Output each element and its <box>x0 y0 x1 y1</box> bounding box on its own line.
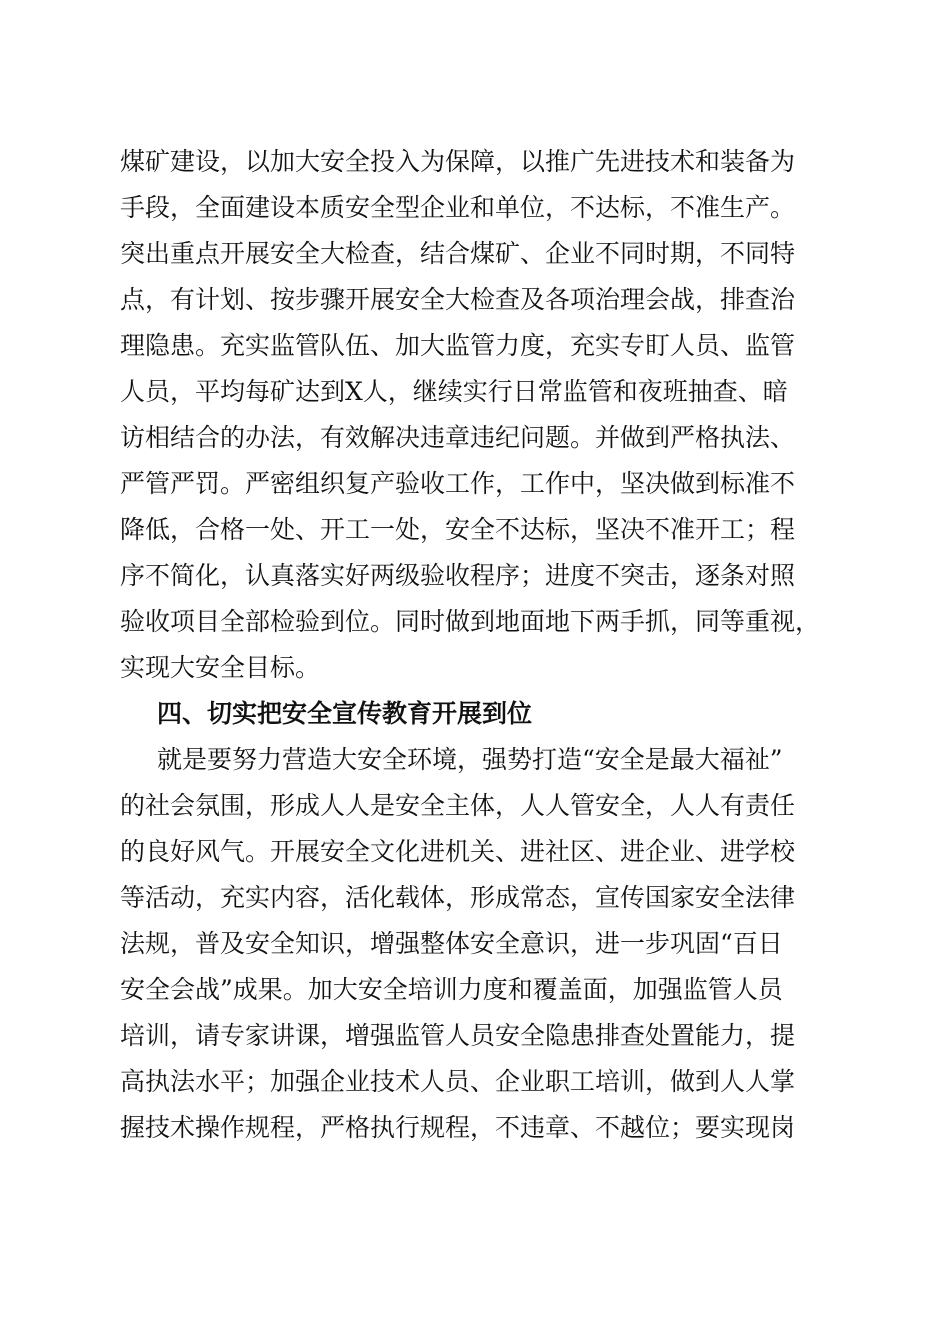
paragraph-line: 安全会战”成果。加大安全培训力度和覆盖面，加强监管人员 <box>120 975 783 1004</box>
section-heading: 四、切实把安全宣传教育开展到位 <box>157 699 533 728</box>
paragraph-line: 点，有计划、按步骤开展安全大检查及各项治理会战，排查治 <box>120 285 796 314</box>
paragraph-line: 降低，合格一处、开工一处，安全不达标，坚决不准开工；程 <box>120 515 796 544</box>
paragraph-line: 的良好风气。开展安全文化进机关、进社区、进企业、进学校 <box>120 837 796 866</box>
paragraph-line: 握技术操作规程，严格执行规程，不违章、不越位；要实现岗 <box>120 1113 796 1142</box>
paragraph-line: 煤矿建设，以加大安全投入为保障，以推广先进技术和装备为 <box>120 147 796 176</box>
paragraph-line: 实现大安全目标。 <box>120 653 321 682</box>
paragraph-line: 验收项目全部检验到位。同时做到地面地下两手抓，同等重视， <box>120 607 821 636</box>
paragraph-line: 的社会氛围，形成人人是安全主体，人人管安全，人人有责任 <box>120 791 796 820</box>
paragraph-line: 访相结合的办法，有效解决违章违纪问题。并做到严格执法、 <box>120 423 796 452</box>
paragraph-line: 理隐患。充实监管队伍、加大监管力度，充实专盯人员、监管 <box>120 331 796 360</box>
paragraph-line: 高执法水平；加强企业技术人员、企业职工培训，做到人人掌 <box>120 1067 796 1096</box>
paragraph-line: 培训，请专家讲课，增强监管人员安全隐患排查处置能力，提 <box>120 1021 796 1050</box>
paragraph-line: 法规，普及安全知识，增强整体安全意识，进一步巩固“百日 <box>120 929 783 958</box>
paragraph-line: 严管严罚。严密组织复产验收工作，工作中，坚决做到标准不 <box>120 469 796 498</box>
paragraph-line: 序不简化，认真落实好两级验收程序；进度不突击，逐条对照 <box>120 561 796 590</box>
paragraph-line: 手段，全面建设本质安全型企业和单位，不达标，不准生产。 <box>120 193 796 222</box>
paragraph-line: 等活动，充实内容，活化载体，形成常态，宣传国家安全法律 <box>120 883 796 912</box>
paragraph-line: 人员，平均每矿达到X人，继续实行日常监管和夜班抽查、暗 <box>120 377 788 406</box>
paragraph-line: 就是要努力营造大安全环境，强势打造“安全是最大福祉” <box>157 745 783 774</box>
paragraph-line: 突出重点开展安全大检查，结合煤矿、企业不同时期，不同特 <box>120 239 796 268</box>
